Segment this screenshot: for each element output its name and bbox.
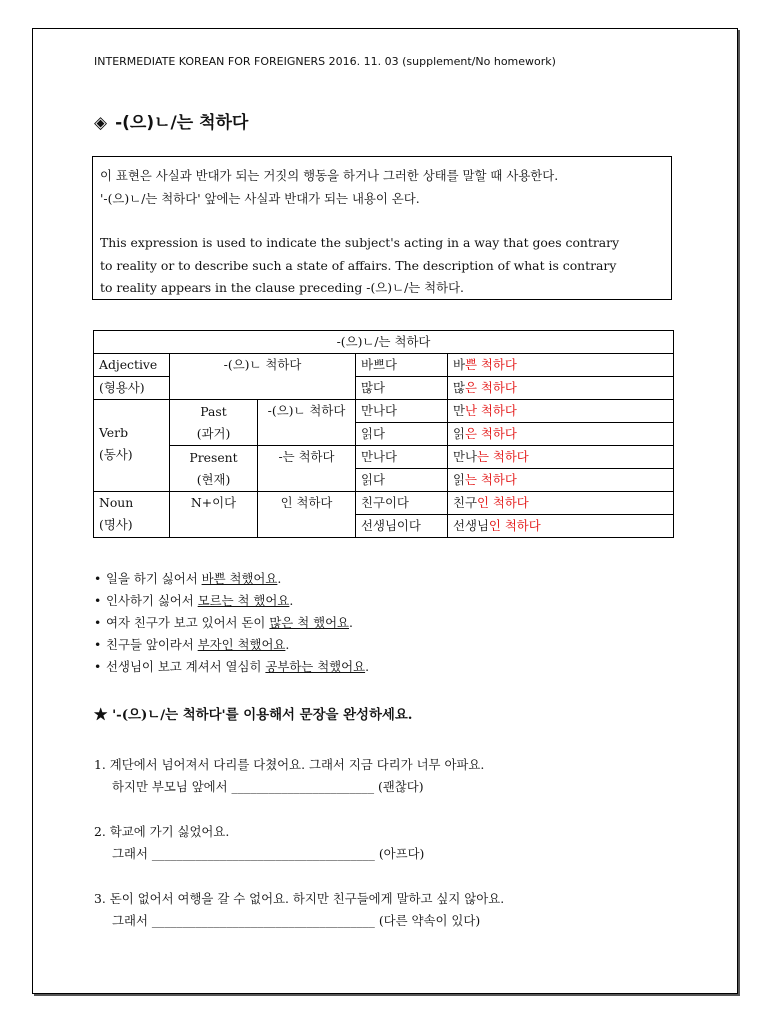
adjective-result: 바쁜 척하다 bbox=[448, 354, 674, 377]
verb-word: 읽다 bbox=[356, 469, 448, 492]
explanation-english-3: to reality appears in the clause preceding -(으)ㄴ/는 척하다. bbox=[100, 280, 464, 295]
title-text: -(으)ㄴ/는 척하다 bbox=[115, 113, 249, 133]
noun-label: Noun (명사) bbox=[94, 492, 170, 538]
instruction-text: '-(으)ㄴ/는 척하다'를 이용해서 문장을 완성하세요. bbox=[112, 707, 413, 723]
list-item: • 일을 하기 싫어서 바쁜 척했어요. bbox=[94, 571, 282, 586]
example-list bbox=[94, 568, 369, 678]
list-item: • 여자 친구가 보고 있어서 돈이 많은 척 했어요. bbox=[94, 615, 353, 630]
table-row bbox=[94, 492, 674, 515]
verb-word: 만나다 bbox=[356, 446, 448, 469]
diamond-icon: ◈ bbox=[94, 113, 108, 133]
table-header-row bbox=[94, 331, 674, 354]
verb-result: 만나는 척하다 bbox=[448, 446, 674, 469]
grammar-table bbox=[93, 330, 674, 538]
adjective-word: 많다 bbox=[356, 377, 448, 400]
exercise-prompt: 3. 돈이 없어서 여행을 갈 수 없어요. 하지만 친구들에게 말하고 싶지 않아요. bbox=[94, 891, 505, 906]
table-row bbox=[94, 354, 674, 377]
explanation-box bbox=[92, 156, 672, 300]
table-row bbox=[94, 446, 674, 469]
verb-result: 읽는 척하다 bbox=[448, 469, 674, 492]
verb-word: 만나다 bbox=[356, 400, 448, 423]
list-item: • 인사하기 싫어서 모르는 척 했어요. bbox=[94, 593, 294, 608]
page-title bbox=[94, 108, 248, 133]
exercise-answer-line: 하지만 부모님 앞에서 _______________________ (괜찮다) bbox=[112, 779, 424, 794]
noun-word: 선생님이다 bbox=[356, 515, 448, 538]
exercise-answer-line: 그래서 ____________________________________ (아프다) bbox=[112, 846, 425, 861]
verb-word: 읽다 bbox=[356, 423, 448, 446]
exercise-instruction bbox=[94, 704, 412, 723]
noun-result: 선생님인 척하다 bbox=[448, 515, 674, 538]
list-item: • 선생님이 보고 계셔서 열심히 공부하는 척했어요. bbox=[94, 659, 370, 674]
verb-past-label: Past (과거) bbox=[170, 400, 258, 446]
table-row bbox=[94, 400, 674, 423]
explanation-korean-2: '-(으)ㄴ/는 척하다' 앞에는 사실과 반대가 되는 내용이 온다. bbox=[100, 190, 420, 206]
verb-result: 읽은 척하다 bbox=[448, 423, 674, 446]
verb-label: Verb (동사) bbox=[94, 400, 170, 492]
explanation-english-2: to reality or to describe such a state of affairs. The description of what is contrary bbox=[100, 257, 617, 273]
adjective-form: -(으)ㄴ 척하다 bbox=[170, 354, 356, 400]
verb-present-form: -는 척하다 bbox=[258, 446, 356, 492]
noun-word: 친구이다 bbox=[356, 492, 448, 515]
adjective-word: 바쁘다 bbox=[356, 354, 448, 377]
worksheet-header: INTERMEDIATE KOREAN FOR FOREIGNERS 2016. 11. 03 (supplement/No homework) bbox=[94, 55, 556, 68]
table-header: -(으)ㄴ/는 척하다 bbox=[94, 331, 674, 354]
adjective-result: 많은 척하다 bbox=[448, 377, 674, 400]
exercise-item bbox=[94, 754, 484, 798]
noun-result: 친구인 척하다 bbox=[448, 492, 674, 515]
verb-result: 만난 척하다 bbox=[448, 400, 674, 423]
adjective-label-korean: (형용사) bbox=[94, 377, 170, 400]
adjective-label: Adjective bbox=[94, 354, 170, 377]
explanation-korean-1: 이 표현은 사실과 반대가 되는 거짓의 행동을 하거나 그러한 상태를 말할 때 사용한다. bbox=[100, 168, 559, 183]
verb-past-form: -(으)ㄴ 척하다 bbox=[258, 400, 356, 446]
list-item: • 친구들 앞이라서 부자인 척했어요. bbox=[94, 637, 290, 652]
noun-pattern: N+이다 bbox=[170, 492, 258, 538]
exercise-item bbox=[94, 821, 424, 865]
verb-present-label: Present (현재) bbox=[170, 446, 258, 492]
explanation-english-1: This expression is used to indicate the subject's acting in a way that goes contrary bbox=[100, 235, 620, 250]
exercise-answer-line: 그래서 ____________________________________ (다른 약속이 있다) bbox=[112, 913, 481, 928]
exercise-prompt: 1. 계단에서 넘어져서 다리를 다쳤어요. 그래서 지금 다리가 너무 아파요. bbox=[94, 757, 485, 772]
exercise-item bbox=[94, 888, 504, 932]
exercise-prompt: 2. 학교에 가기 싫었어요. bbox=[94, 824, 230, 839]
star-icon: ★ bbox=[94, 707, 108, 723]
noun-form: 인 척하다 bbox=[258, 492, 356, 538]
